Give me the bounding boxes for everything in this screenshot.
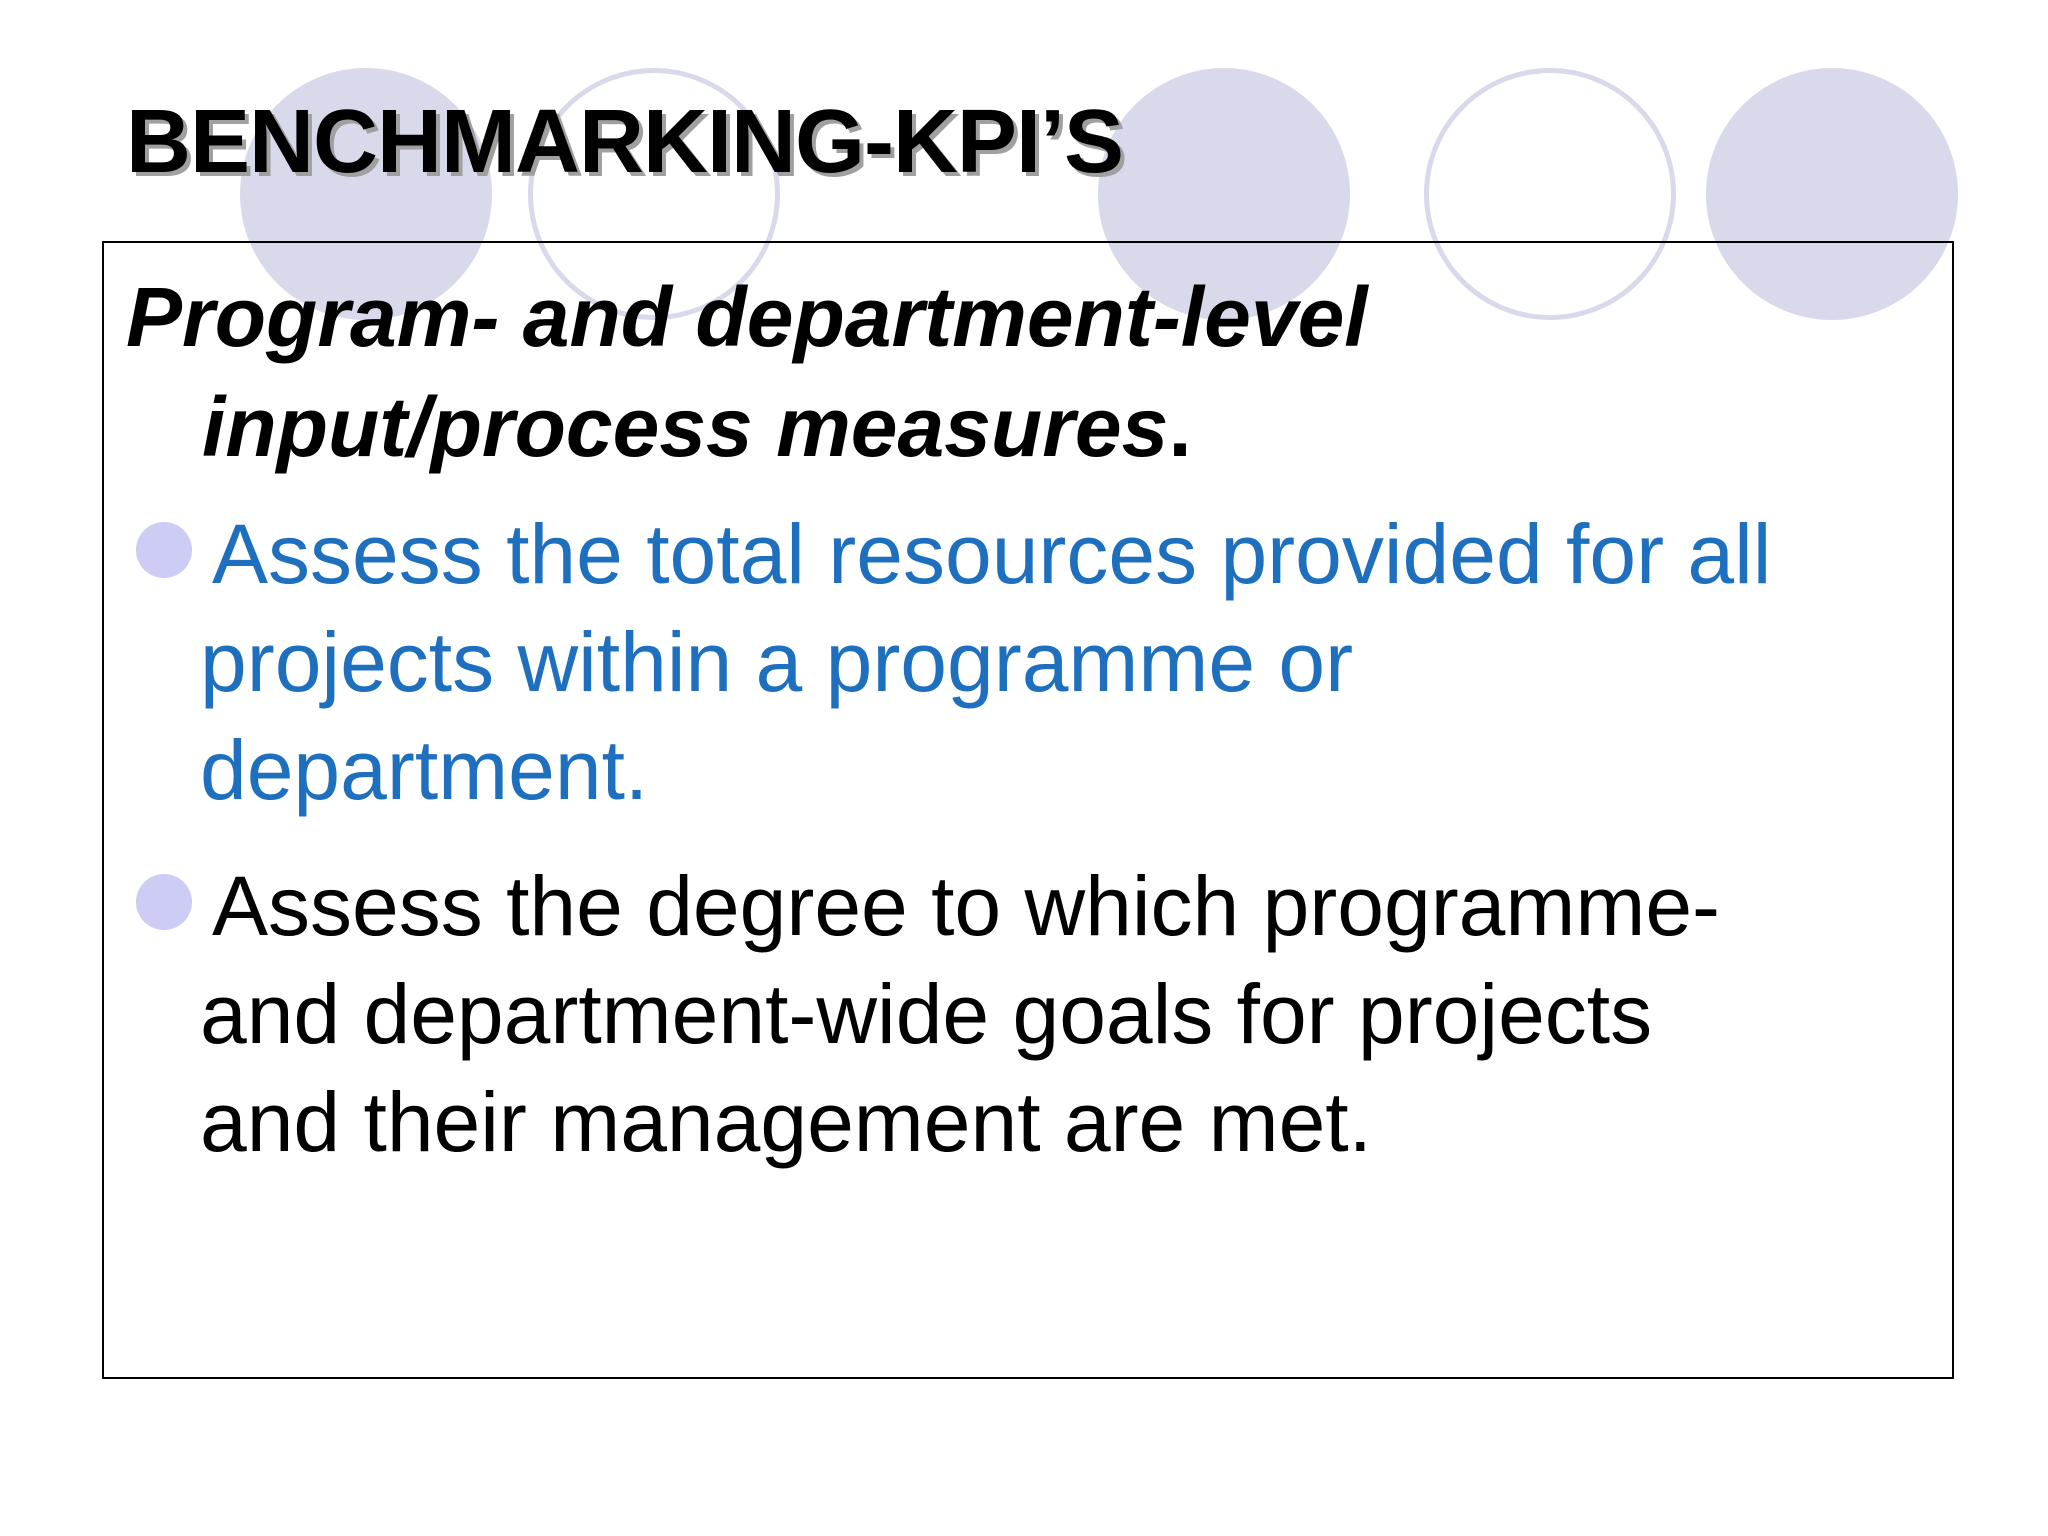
bullet-line: projects within a programme or bbox=[200, 615, 1354, 709]
bullet-text bbox=[130, 852, 1930, 1176]
subheading-period: . bbox=[1168, 380, 1192, 474]
bullet-line: department. bbox=[200, 723, 649, 817]
subheading bbox=[126, 262, 1626, 482]
bullet-item bbox=[130, 500, 1930, 824]
bullet-line: and their management are met. bbox=[200, 1075, 1372, 1169]
bullet-dot-icon bbox=[136, 874, 192, 930]
bullet-line: and department-wide goals for projects bbox=[200, 967, 1653, 1061]
bullet-item bbox=[130, 852, 1930, 1176]
bullet-dot-icon bbox=[136, 522, 192, 578]
slide-title: BENCHMARKING-KPI’S bbox=[126, 92, 1124, 192]
subheading-line-2 bbox=[126, 372, 1626, 482]
bullet-line: Assess the total resources provided for all bbox=[212, 507, 1772, 601]
subheading-line-2-text: input/process measures bbox=[202, 380, 1169, 474]
subheading-line-1: Program- and department-level bbox=[126, 270, 1368, 364]
bullet-line: Assess the degree to which programme- bbox=[212, 859, 1721, 953]
bullet-text bbox=[130, 500, 1930, 824]
